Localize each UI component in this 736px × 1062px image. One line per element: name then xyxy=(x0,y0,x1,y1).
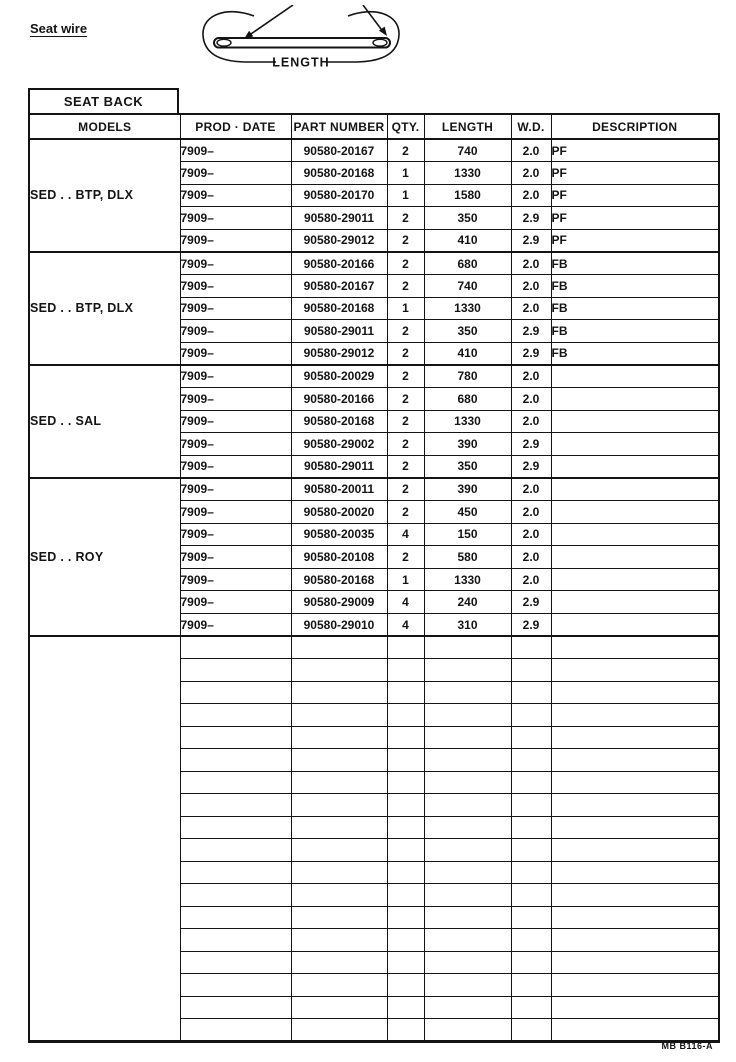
empty-cell xyxy=(180,1019,291,1042)
cell-length: 680 xyxy=(424,388,511,411)
empty-cell xyxy=(387,951,424,974)
cell-part-number: 90580-20168 xyxy=(291,568,387,591)
cell-qty: 2 xyxy=(387,478,424,501)
cell-description xyxy=(551,365,719,388)
cell-wd: 2.0 xyxy=(511,523,551,546)
col-header-wd: W.D. xyxy=(511,114,551,139)
empty-cell xyxy=(387,704,424,727)
empty-cell xyxy=(424,1019,511,1042)
empty-cell xyxy=(291,884,387,907)
cell-length: 310 xyxy=(424,613,511,636)
cell-prod-date: 7909– xyxy=(180,365,291,388)
cell-qty: 2 xyxy=(387,342,424,365)
empty-cell xyxy=(424,749,511,772)
cell-prod-date: 7909– xyxy=(180,433,291,456)
cell-part-number: 90580-20170 xyxy=(291,184,387,207)
cell-length: 1330 xyxy=(424,297,511,320)
empty-cell xyxy=(180,839,291,862)
cell-length: 1330 xyxy=(424,162,511,185)
cell-description: FB xyxy=(551,275,719,298)
empty-cell xyxy=(180,929,291,952)
table-row xyxy=(29,478,719,501)
cell-prod-date: 7909– xyxy=(180,546,291,569)
cell-wd: 2.0 xyxy=(511,252,551,275)
empty-cell xyxy=(424,704,511,727)
empty-cell xyxy=(291,839,387,862)
cell-prod-date: 7909– xyxy=(180,229,291,252)
empty-cell xyxy=(291,1019,387,1042)
cell-qty: 2 xyxy=(387,433,424,456)
empty-cell xyxy=(387,726,424,749)
model-cell: SED . . SAL xyxy=(29,365,180,478)
empty-cell xyxy=(424,726,511,749)
cell-part-number: 90580-20166 xyxy=(291,388,387,411)
cell-prod-date: 7909– xyxy=(180,455,291,478)
cell-length: 390 xyxy=(424,478,511,501)
table-row xyxy=(29,365,719,388)
empty-cell xyxy=(511,816,551,839)
cell-description: FB xyxy=(551,320,719,343)
empty-cell xyxy=(291,861,387,884)
cell-part-number: 90580-29012 xyxy=(291,342,387,365)
empty-cell xyxy=(511,839,551,862)
empty-cell xyxy=(551,636,719,659)
cell-prod-date: 7909– xyxy=(180,591,291,614)
cell-qty: 2 xyxy=(387,320,424,343)
cell-part-number: 90580-20168 xyxy=(291,410,387,433)
parts-table-body xyxy=(29,139,719,1041)
cell-prod-date: 7909– xyxy=(180,568,291,591)
cell-description xyxy=(551,613,719,636)
cell-prod-date: 7909– xyxy=(180,342,291,365)
parts-table xyxy=(28,113,720,1043)
cell-qty: 2 xyxy=(387,546,424,569)
empty-cell xyxy=(291,749,387,772)
cell-wd: 2.0 xyxy=(511,568,551,591)
cell-description xyxy=(551,433,719,456)
empty-cell xyxy=(180,771,291,794)
empty-cell xyxy=(291,726,387,749)
cell-qty: 2 xyxy=(387,365,424,388)
cell-wd: 2.0 xyxy=(511,546,551,569)
cell-part-number: 90580-20166 xyxy=(291,252,387,275)
cell-length: 1580 xyxy=(424,184,511,207)
cell-prod-date: 7909– xyxy=(180,139,291,162)
model-cell: SED . . ROY xyxy=(29,478,180,636)
empty-cell xyxy=(180,749,291,772)
col-header-models: MODELS xyxy=(29,114,180,139)
cell-part-number: 90580-20167 xyxy=(291,275,387,298)
seat-wire-diagram xyxy=(192,5,410,85)
wire-outline-icon xyxy=(203,5,399,62)
empty-cell xyxy=(291,929,387,952)
empty-cell xyxy=(424,951,511,974)
col-header-part-number: PART NUMBER xyxy=(291,114,387,139)
empty-cell xyxy=(387,816,424,839)
empty-cell xyxy=(511,951,551,974)
cell-qty: 1 xyxy=(387,184,424,207)
cell-length: 240 xyxy=(424,591,511,614)
cell-part-number: 90580-20167 xyxy=(291,139,387,162)
empty-cell xyxy=(180,974,291,997)
cell-prod-date: 7909– xyxy=(180,252,291,275)
cell-wd: 2.0 xyxy=(511,184,551,207)
empty-cell xyxy=(511,974,551,997)
empty-cell xyxy=(180,884,291,907)
cell-length: 580 xyxy=(424,546,511,569)
cell-prod-date: 7909– xyxy=(180,523,291,546)
cell-length: 680 xyxy=(424,252,511,275)
cell-wd: 2.0 xyxy=(511,365,551,388)
empty-cell xyxy=(551,771,719,794)
empty-cell xyxy=(387,884,424,907)
cell-qty: 2 xyxy=(387,410,424,433)
model-cell: SED . . BTP, DLX xyxy=(29,252,180,365)
document-code: MB B116-A xyxy=(661,1041,713,1051)
cell-prod-date: 7909– xyxy=(180,501,291,524)
empty-cell xyxy=(180,659,291,682)
cell-length: 150 xyxy=(424,523,511,546)
empty-cell xyxy=(551,681,719,704)
empty-cell xyxy=(180,996,291,1019)
cell-qty: 2 xyxy=(387,229,424,252)
empty-cell xyxy=(424,929,511,952)
empty-cell xyxy=(424,839,511,862)
cell-part-number: 90580-29012 xyxy=(291,229,387,252)
cell-prod-date: 7909– xyxy=(180,478,291,501)
cell-prod-date: 7909– xyxy=(180,320,291,343)
cell-prod-date: 7909– xyxy=(180,297,291,320)
empty-cell xyxy=(180,906,291,929)
empty-cell xyxy=(511,749,551,772)
empty-cell xyxy=(511,704,551,727)
cell-wd: 2.9 xyxy=(511,320,551,343)
empty-cell xyxy=(511,659,551,682)
empty-cell xyxy=(424,816,511,839)
empty-cell xyxy=(424,974,511,997)
model-cell-empty xyxy=(29,636,180,1041)
cell-length: 1330 xyxy=(424,410,511,433)
empty-cell xyxy=(180,794,291,817)
cell-qty: 4 xyxy=(387,591,424,614)
cell-wd: 2.9 xyxy=(511,591,551,614)
cell-description xyxy=(551,478,719,501)
table-row xyxy=(29,252,719,275)
empty-cell xyxy=(387,659,424,682)
empty-cell xyxy=(424,636,511,659)
cell-wd: 2.0 xyxy=(511,275,551,298)
empty-cell xyxy=(291,974,387,997)
cell-prod-date: 7909– xyxy=(180,613,291,636)
empty-cell xyxy=(551,996,719,1019)
cell-description xyxy=(551,591,719,614)
empty-cell xyxy=(291,681,387,704)
empty-cell xyxy=(180,726,291,749)
cell-prod-date: 7909– xyxy=(180,184,291,207)
cell-qty: 2 xyxy=(387,139,424,162)
cell-wd: 2.9 xyxy=(511,455,551,478)
section-title-seat-back: SEAT BACK xyxy=(28,88,179,115)
empty-cell xyxy=(387,794,424,817)
cell-part-number: 90580-29010 xyxy=(291,613,387,636)
cell-description xyxy=(551,455,719,478)
empty-cell xyxy=(551,726,719,749)
cell-qty: 1 xyxy=(387,297,424,320)
cell-prod-date: 7909– xyxy=(180,410,291,433)
empty-row xyxy=(29,636,719,659)
cell-wd: 2.0 xyxy=(511,139,551,162)
empty-cell xyxy=(291,794,387,817)
right-arrow-line xyxy=(363,5,384,33)
empty-cell xyxy=(551,749,719,772)
cell-qty: 2 xyxy=(387,252,424,275)
empty-cell xyxy=(387,929,424,952)
cell-part-number: 90580-20168 xyxy=(291,297,387,320)
empty-cell xyxy=(511,929,551,952)
empty-cell xyxy=(551,951,719,974)
empty-cell xyxy=(387,996,424,1019)
cell-prod-date: 7909– xyxy=(180,388,291,411)
empty-cell xyxy=(424,996,511,1019)
empty-cell xyxy=(180,704,291,727)
empty-cell xyxy=(180,636,291,659)
cell-prod-date: 7909– xyxy=(180,207,291,230)
empty-cell xyxy=(180,861,291,884)
cell-part-number: 90580-29002 xyxy=(291,433,387,456)
cell-part-number: 90580-29009 xyxy=(291,591,387,614)
empty-cell xyxy=(551,659,719,682)
cell-part-number: 90580-20029 xyxy=(291,365,387,388)
empty-cell xyxy=(387,1019,424,1042)
col-header-description: DESCRIPTION xyxy=(551,114,719,139)
empty-cell xyxy=(387,636,424,659)
cell-description: PF xyxy=(551,184,719,207)
cell-description: FB xyxy=(551,297,719,320)
empty-cell xyxy=(551,884,719,907)
empty-cell xyxy=(511,884,551,907)
cell-qty: 2 xyxy=(387,501,424,524)
cell-description: FB xyxy=(551,252,719,275)
cell-description: PF xyxy=(551,229,719,252)
cell-part-number: 90580-29011 xyxy=(291,320,387,343)
empty-cell xyxy=(511,771,551,794)
cell-wd: 2.0 xyxy=(511,388,551,411)
empty-cell xyxy=(291,704,387,727)
cell-wd: 2.0 xyxy=(511,297,551,320)
cell-part-number: 90580-20020 xyxy=(291,501,387,524)
cell-wd: 2.9 xyxy=(511,207,551,230)
cell-description xyxy=(551,501,719,524)
empty-cell xyxy=(511,861,551,884)
cell-part-number: 90580-20035 xyxy=(291,523,387,546)
empty-cell xyxy=(551,704,719,727)
empty-cell xyxy=(551,974,719,997)
empty-cell xyxy=(180,816,291,839)
empty-cell xyxy=(387,839,424,862)
cell-length: 390 xyxy=(424,433,511,456)
table-row xyxy=(29,139,719,162)
empty-cell xyxy=(424,794,511,817)
col-header-prod-date: PROD · DATE xyxy=(180,114,291,139)
empty-cell xyxy=(291,636,387,659)
cell-part-number: 90580-20108 xyxy=(291,546,387,569)
cell-wd: 2.9 xyxy=(511,342,551,365)
cell-length: 410 xyxy=(424,342,511,365)
empty-cell xyxy=(551,929,719,952)
model-cell: SED . . BTP, DLX xyxy=(29,139,180,252)
empty-cell xyxy=(551,861,719,884)
cell-wd: 2.0 xyxy=(511,162,551,185)
col-header-qty: QTY. xyxy=(387,114,424,139)
cell-qty: 1 xyxy=(387,162,424,185)
empty-cell xyxy=(511,794,551,817)
cell-length: 740 xyxy=(424,139,511,162)
empty-cell xyxy=(424,659,511,682)
cell-description: PF xyxy=(551,207,719,230)
cell-qty: 2 xyxy=(387,207,424,230)
left-arrow-line xyxy=(248,5,293,36)
cell-wd: 2.0 xyxy=(511,478,551,501)
empty-cell xyxy=(387,906,424,929)
cell-description: PF xyxy=(551,162,719,185)
cell-wd: 2.0 xyxy=(511,410,551,433)
figure-length-label: LENGTH xyxy=(272,55,330,70)
cell-description: FB xyxy=(551,342,719,365)
cell-length: 410 xyxy=(424,229,511,252)
col-header-length: LENGTH xyxy=(424,114,511,139)
empty-cell xyxy=(424,884,511,907)
cell-qty: 4 xyxy=(387,613,424,636)
cell-description xyxy=(551,568,719,591)
empty-cell xyxy=(551,816,719,839)
empty-cell xyxy=(291,951,387,974)
cell-length: 1330 xyxy=(424,568,511,591)
empty-cell xyxy=(511,996,551,1019)
cell-qty: 2 xyxy=(387,275,424,298)
cell-length: 350 xyxy=(424,455,511,478)
empty-cell xyxy=(551,839,719,862)
empty-cell xyxy=(291,906,387,929)
empty-cell xyxy=(511,1019,551,1042)
empty-cell xyxy=(387,771,424,794)
empty-cell xyxy=(511,681,551,704)
cell-part-number: 90580-29011 xyxy=(291,455,387,478)
empty-cell xyxy=(180,951,291,974)
empty-cell xyxy=(291,996,387,1019)
cell-length: 450 xyxy=(424,501,511,524)
empty-cell xyxy=(551,906,719,929)
empty-cell xyxy=(511,636,551,659)
empty-cell xyxy=(424,906,511,929)
cell-length: 780 xyxy=(424,365,511,388)
cell-qty: 2 xyxy=(387,388,424,411)
cell-description xyxy=(551,546,719,569)
empty-cell xyxy=(424,771,511,794)
empty-cell xyxy=(291,659,387,682)
parts-table-header xyxy=(29,114,719,139)
cell-qty: 1 xyxy=(387,568,424,591)
cell-wd: 2.9 xyxy=(511,613,551,636)
empty-cell xyxy=(180,681,291,704)
cell-length: 740 xyxy=(424,275,511,298)
empty-cell xyxy=(551,794,719,817)
cell-wd: 2.9 xyxy=(511,229,551,252)
cell-qty: 2 xyxy=(387,455,424,478)
cell-wd: 2.9 xyxy=(511,433,551,456)
cell-prod-date: 7909– xyxy=(180,162,291,185)
empty-cell xyxy=(387,974,424,997)
empty-cell xyxy=(291,771,387,794)
cell-part-number: 90580-20011 xyxy=(291,478,387,501)
cell-length: 350 xyxy=(424,320,511,343)
empty-cell xyxy=(511,906,551,929)
cell-prod-date: 7909– xyxy=(180,275,291,298)
empty-cell xyxy=(551,1019,719,1042)
cell-description xyxy=(551,388,719,411)
empty-cell xyxy=(387,861,424,884)
empty-cell xyxy=(387,749,424,772)
cell-description xyxy=(551,523,719,546)
cell-wd: 2.0 xyxy=(511,501,551,524)
cell-part-number: 90580-29011 xyxy=(291,207,387,230)
cell-description xyxy=(551,410,719,433)
empty-cell xyxy=(387,681,424,704)
empty-cell xyxy=(424,861,511,884)
empty-cell xyxy=(424,681,511,704)
cell-length: 350 xyxy=(424,207,511,230)
page-title: Seat wire xyxy=(30,21,88,36)
empty-cell xyxy=(291,816,387,839)
cell-description: PF xyxy=(551,139,719,162)
cell-part-number: 90580-20168 xyxy=(291,162,387,185)
empty-cell xyxy=(511,726,551,749)
cell-qty: 4 xyxy=(387,523,424,546)
